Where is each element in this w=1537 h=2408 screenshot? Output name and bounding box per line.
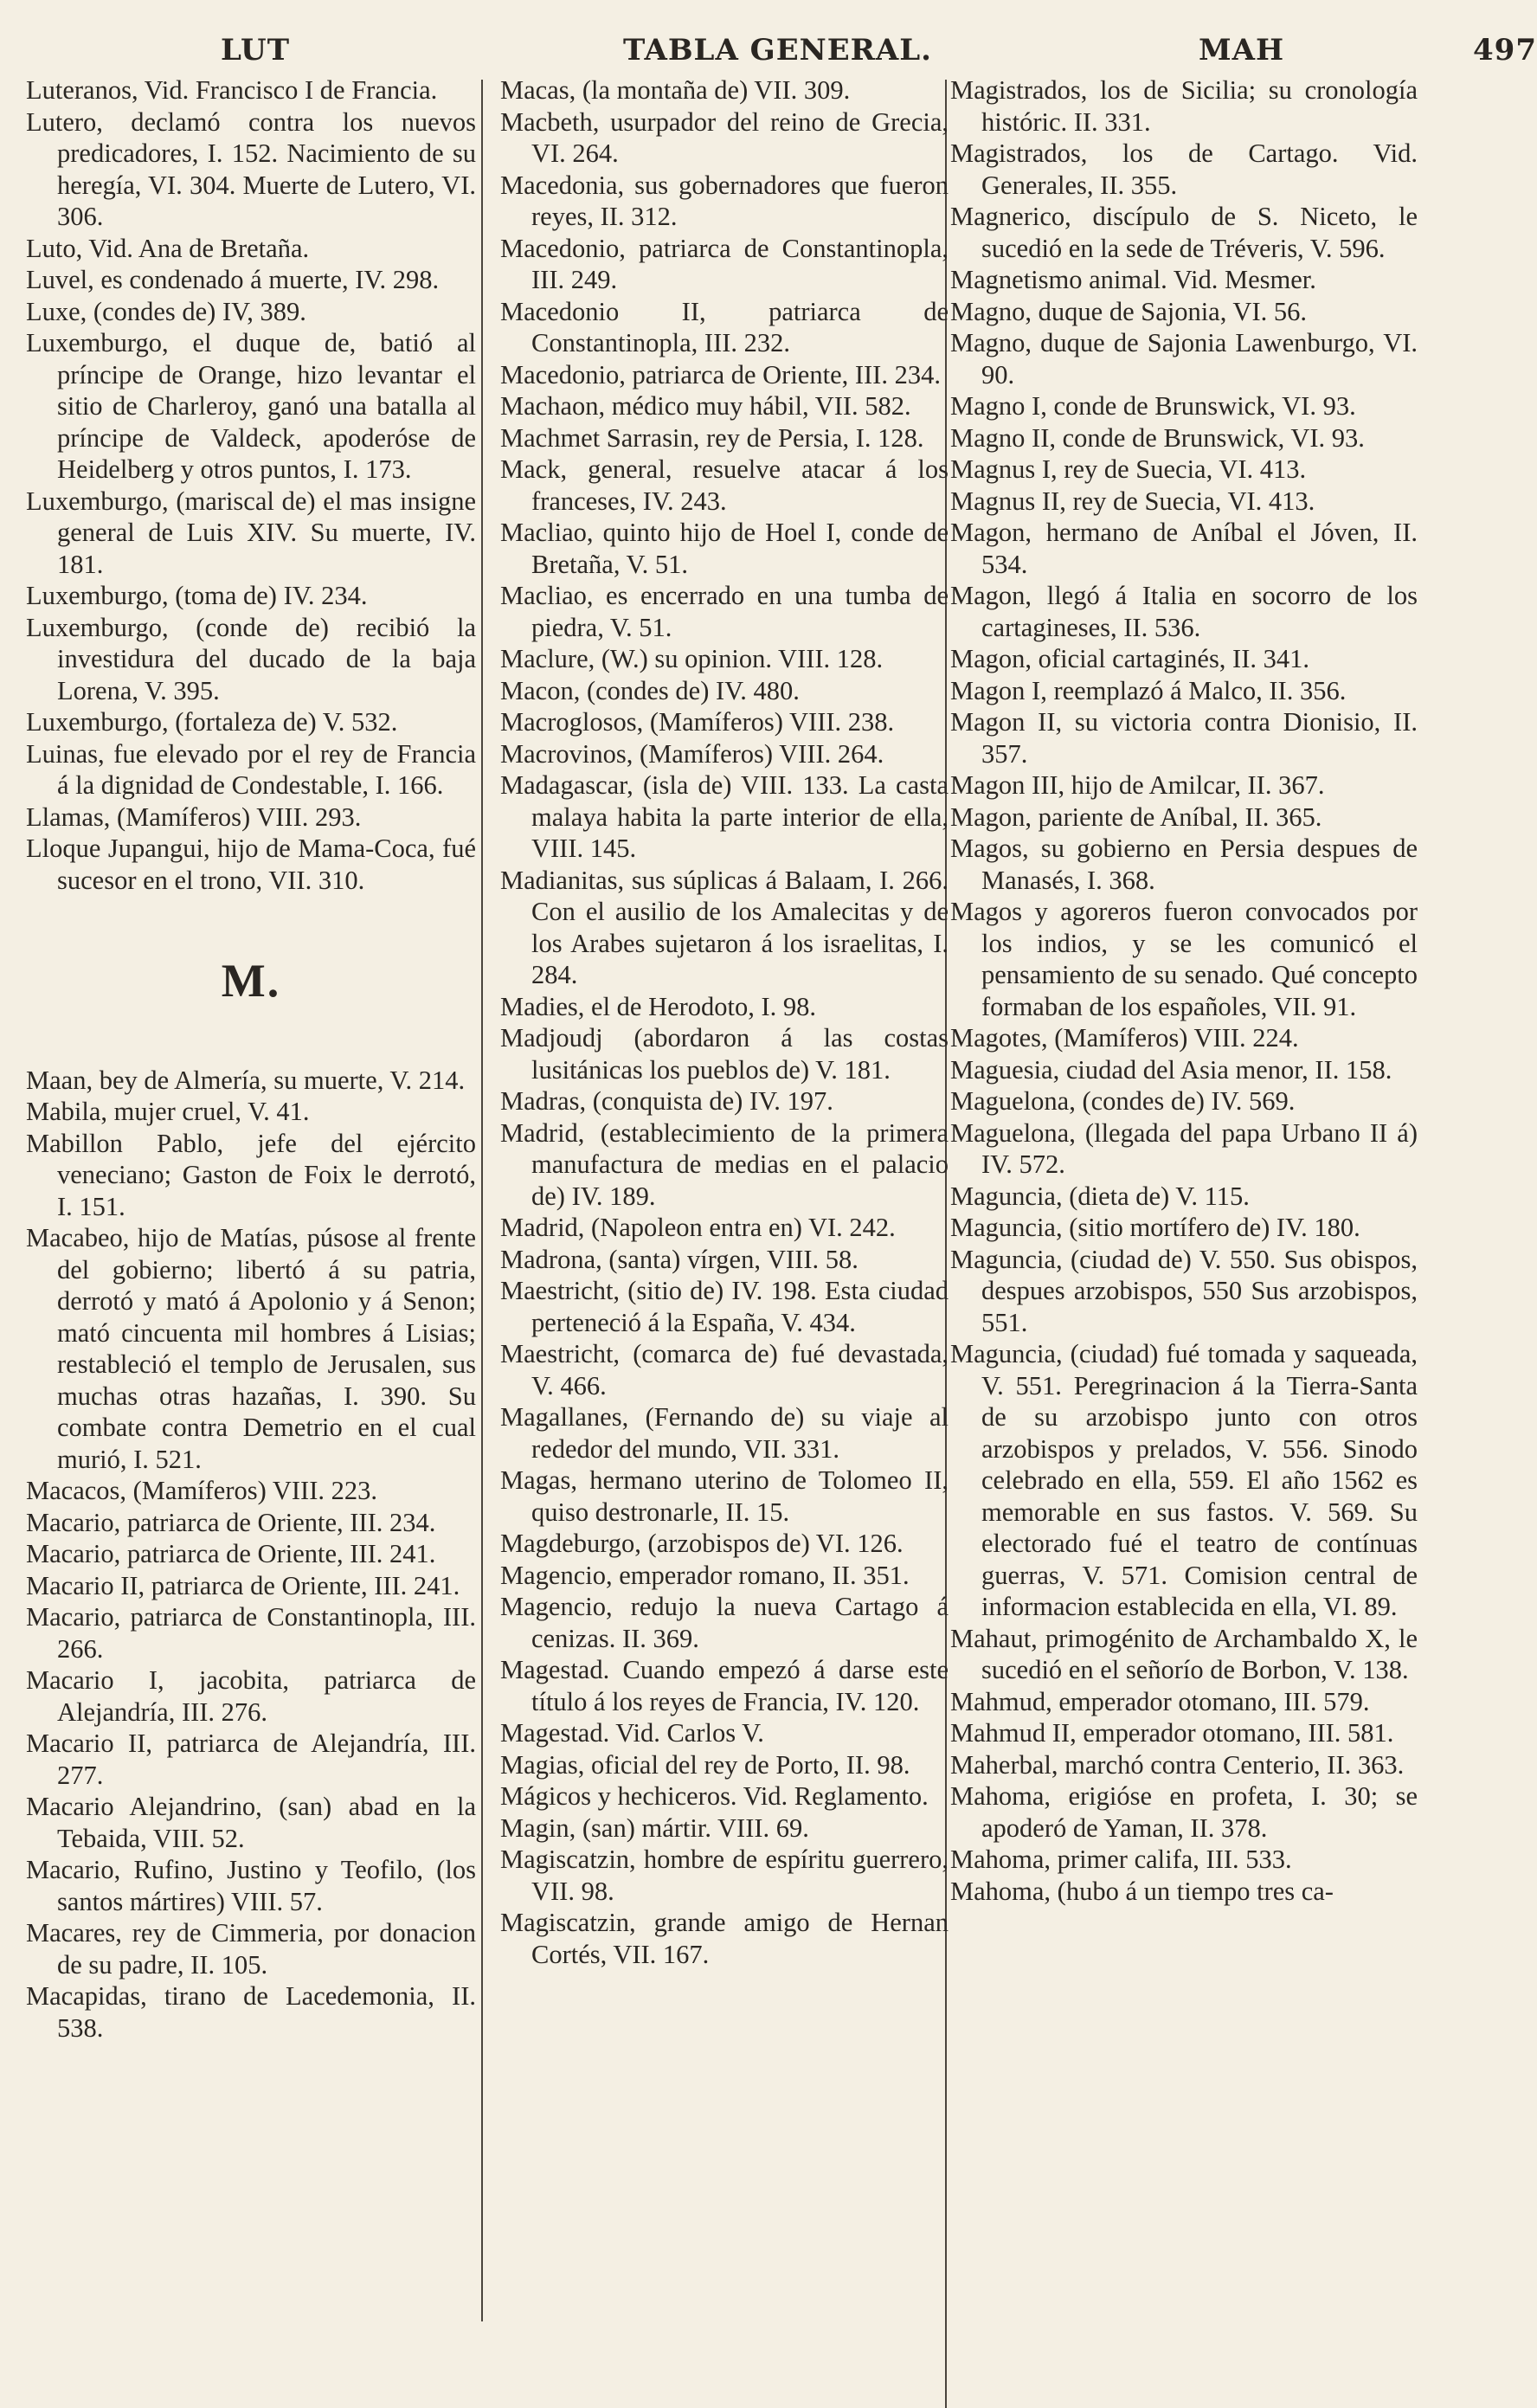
index-entry: Luxemburgo, (toma de) IV. 234.: [26, 581, 368, 610]
index-entry: Magestad. Vid. Carlos V.: [500, 1718, 764, 1748]
index-entry: Magiscatzin, hombre de espíritu guerrero, VII. 98.: [500, 1845, 949, 1906]
index-entry: Macedonio II, patriarca de Constantinopla, III. 232.: [500, 296, 949, 357]
header-title: TABLA GENERAL.: [623, 33, 933, 68]
header-right-catchword: MAH: [1199, 33, 1285, 68]
index-entry: Macario II, patriarca de Alejandría, III. 277.: [26, 1729, 476, 1790]
index-entry: Macbeth, usurpador del reino de Grecia, VI. 264.: [500, 106, 949, 168]
index-entry: Luxe, (condes de) IV, 389.: [26, 296, 306, 326]
index-entry: Maherbal, marchó contra Centerio, II. 363.: [950, 1749, 1405, 1780]
index-entry: Magnetismo animal. Vid. Mesmer.: [950, 265, 1316, 294]
index-column-right: [950, 74, 1418, 1907]
index-entry: Mabila, mujer cruel, V. 41.: [26, 1097, 310, 1126]
section-letter: M.: [221, 955, 281, 1007]
index-entry: Magos y agoreros fueron convocados por los indios, y se les comunicó el pensamiento de su senado. Qué concepto formaban de los españoles, VII. 91.: [950, 897, 1418, 1021]
index-entry: Maan, bey de Almería, su muerte, V. 214.: [26, 1065, 466, 1095]
index-entry: Mahoma, erigióse en profeta, I. 30; se apoderó de Yaman, II. 378.: [950, 1781, 1418, 1843]
index-entry: Magon I, reemplazó á Malco, II. 356.: [950, 675, 1347, 705]
index-entry: Luvel, es condenado á muerte, IV. 298.: [26, 265, 440, 294]
column-divider: [481, 80, 483, 2321]
index-entry: Maguncia, (sitio mortífero de) IV. 180.: [950, 1213, 1360, 1242]
index-entry: Magencio, emperador romano, II. 351.: [500, 1560, 910, 1590]
index-column-left: [26, 74, 476, 2044]
index-entry: Magistrados, los de Cartago. Vid. Generales, II. 355.: [950, 138, 1418, 200]
index-entry: Magno I, conde de Brunswick, VI. 93.: [950, 391, 1356, 421]
index-entry: Magon, pariente de Aníbal, II. 365.: [950, 802, 1322, 832]
index-entry: Madianitas, sus súplicas á Balaam, I. 266. Con el ausilio de los Amalecitas y de los Arabes sujetaron á los israelitas, I. 284.: [500, 865, 949, 989]
index-entry: Magon II, su victoria contra Dionisio, II. 357.: [950, 707, 1418, 769]
index-entry: Magon, hermano de Aníbal el Jóven, II. 534.: [950, 518, 1418, 579]
index-entry: Llamas, (Mamíferos) VIII. 293.: [26, 802, 362, 832]
index-entry: Magiscatzin, grande amigo de Hernan Cortés, VII. 167.: [500, 1908, 949, 1969]
index-entry: Maestricht, (comarca de) fué devastada, V. 466.: [500, 1339, 949, 1400]
index-entry: Magallanes, (Fernando de) su viaje al rededor del mundo, VII. 331.: [500, 1402, 949, 1464]
index-column-middle: [500, 74, 949, 1970]
index-entry: Mahoma, primer califa, III. 533.: [950, 1845, 1292, 1874]
index-entry: Maguesia, ciudad del Asia menor, II. 158.: [950, 1054, 1392, 1085]
index-entry: Machaon, médico muy hábil, VII. 582.: [500, 391, 911, 421]
index-entry: Mahoma, (hubo á un tiempo tres ca-: [950, 1876, 1334, 1906]
index-entry: Macapidas, tirano de Lacedemonia, II. 538.: [26, 1981, 476, 2043]
index-entry: Magotes, (Mamíferos) VIII. 224.: [950, 1023, 1299, 1053]
index-entry: Magno, duque de Sajonia Lawenburgo, VI. 90.: [950, 328, 1418, 390]
index-entry: Magin, (san) mártir. VIII. 69.: [500, 1812, 809, 1843]
index-entry: Maguelona, (llegada del papa Urbano II á) IV. 572.: [950, 1117, 1418, 1179]
index-entry: Macabeo, hijo de Matías, púsose al frente del gobierno; libertó á su patria, derrotó y mató á Apolonio y á Senon; mató cincuenta mil hombres á Lisias; restableció el templo de Jerusalen, sus muchas otras hazañas, I. 390. Su combate contra Demetrio en el cual murió, I. 521.: [26, 1223, 476, 1474]
index-entry: Magno, duque de Sajonia, VI. 56.: [950, 296, 1307, 326]
index-entry: Magno II, conde de Brunswick, VI. 93.: [950, 422, 1365, 453]
index-entry: Maguncia, (ciudad) fué tomada y saqueada, V. 551. Peregrinacion á la Tierra-Santa de su arzobispo junto con otros arzobispos y prelados, V. 556. Sinodo celebrado en ella, 559. El año 1562 es memorable en sus fastos. V. 569. Su electorado fué el teatro de contínuas guerras, V. 571. Comision central de informacion establecida en ella, VI. 89.: [950, 1339, 1418, 1621]
index-entry: Macas, (la montaña de) VII. 309.: [500, 75, 851, 105]
index-entry: Macliao, es encerrado en una tumba de piedra, V. 51.: [500, 581, 949, 642]
index-entry: Magdeburgo, (arzobispos de) VI. 126.: [500, 1529, 904, 1558]
index-entry: Mahmud, emperador otomano, III. 579.: [950, 1686, 1370, 1716]
index-entry: Luxemburgo, (fortaleza de) V. 532.: [26, 707, 398, 737]
index-entry: Magencio, redujo la nueva Cartago á cenizas. II. 369.: [500, 1592, 949, 1653]
index-entry: Maguncia, (ciudad de) V. 550. Sus obispos, despues arzobispos, 550 Sus arzobispos, 551.: [950, 1244, 1418, 1337]
index-entry: Maguelona, (condes de) IV. 569.: [950, 1086, 1296, 1116]
index-entry: Magon III, hijo de Amilcar, II. 367.: [950, 770, 1325, 800]
index-entry: Macario I, jacobita, patriarca de Alejandría, III. 276.: [26, 1665, 476, 1727]
index-entry: Mack, general, resuelve atacar á los franceses, IV. 243.: [500, 454, 949, 516]
index-entry: Luxemburgo, (mariscal de) el mas insigne general de Luis XIV. Su muerte, IV. 181.: [26, 486, 476, 579]
index-entry: Magestad. Cuando empezó á darse este título á los reyes de Francia, IV. 120.: [500, 1655, 949, 1716]
index-entry: Madras, (conquista de) IV. 197.: [500, 1086, 833, 1116]
index-entry: Magon, oficial cartaginés, II. 341.: [950, 644, 1309, 673]
index-entry: Luxemburgo, (conde de) recibió la investidura del ducado de la baja Lorena, V. 395.: [26, 612, 476, 705]
index-entry: Machmet Sarrasin, rey de Persia, I. 128.: [500, 422, 924, 453]
index-entry: Mahaut, primogénito de Archambaldo X, le sucedió en el señorío de Borbon, V. 138.: [950, 1623, 1418, 1684]
index-entry: Madagascar, (isla de) VIII. 133. La casta malaya habita la parte interior de ella, VIII. 145.: [500, 770, 949, 863]
index-entry: Macedonia, sus gobernadores que fueron reyes, II. 312.: [500, 170, 949, 231]
index-entry: Lloque Jupangui, hijo de Mama-Coca, fué sucesor en el trono, VII. 310.: [26, 834, 476, 895]
index-entry: Macacos, (Mamíferos) VIII. 223.: [26, 1476, 377, 1505]
index-entry: Macario, patriarca de Oriente, III. 241.: [26, 1539, 436, 1568]
index-entry: Mabillon Pablo, jefe del ejército veneciano; Gaston de Foix le derrotó, I. 151.: [26, 1128, 476, 1221]
index-entry: Magias, oficial del rey de Porto, II. 98.: [500, 1749, 910, 1780]
index-entry: Mahmud II, emperador otomano, III. 581.: [950, 1718, 1394, 1748]
index-entry: Macon, (condes de) IV. 480.: [500, 675, 800, 705]
index-entry: Magos, su gobierno en Persia despues de Manasés, I. 368.: [950, 834, 1418, 895]
index-entry: Macario II, patriarca de Oriente, III. 241.: [26, 1570, 460, 1600]
index-entry: Lutero, declamó contra los nuevos predicadores, I. 152. Nacimiento de su heregía, VI. 304. Muerte de Lutero, VI. 306.: [26, 106, 476, 231]
index-entry: Magnerico, discípulo de S. Niceto, le sucedió en la sede de Tréveris, V. 596.: [950, 202, 1418, 263]
index-entry: Macedonio, patriarca de Constantinopla, III. 249.: [500, 233, 949, 294]
index-entry: Madies, el de Herodoto, I. 98.: [500, 991, 817, 1021]
index-entry: Macrovinos, (Mamíferos) VIII. 264.: [500, 738, 884, 769]
index-entry: Magistrados, los de Sicilia; su cronología históric. II. 331.: [950, 75, 1418, 137]
index-entry: Magas, hermano uterino de Tolomeo II, quiso destronarle, II. 15.: [500, 1465, 949, 1527]
header-left-catchword: LUT: [221, 33, 290, 68]
index-entry: Macedonio, patriarca de Oriente, III. 234.: [500, 359, 941, 390]
index-entry: Madrid, (Napoleon entra en) VI. 242.: [500, 1213, 896, 1242]
index-entry: Macario, Rufino, Justino y Teofilo, (los santos mártires) VIII. 57.: [26, 1855, 476, 1916]
index-entry: Macario, patriarca de Oriente, III. 234.: [26, 1507, 436, 1537]
index-entry: Magon, llegó á Italia en socorro de los cartagineses, II. 536.: [950, 581, 1418, 642]
index-entry: Magnus I, rey de Suecia, VI. 413.: [950, 454, 1307, 484]
index-entry: Luinas, fue elevado por el rey de Francia á la dignidad de Condestable, I. 166.: [26, 738, 476, 800]
index-entry: Macares, rey de Cimmeria, por donacion de su padre, II. 105.: [26, 1918, 476, 1980]
index-entry: Madrid, (establecimiento de la primera manufactura de medias en el palacio de) IV. 189.: [500, 1117, 949, 1211]
page-header: [26, 33, 1537, 76]
index-entry: Macliao, quinto hijo de Hoel I, conde de Bretaña, V. 51.: [500, 518, 949, 579]
index-entry: Macroglosos, (Mamíferos) VIII. 238.: [500, 707, 895, 737]
index-entry: Mágicos y hechiceros. Vid. Reglamento.: [500, 1781, 929, 1811]
index-entry: Maclure, (W.) su opinion. VIII. 128.: [500, 644, 884, 673]
index-entry: Maestricht, (sitio de) IV. 198. Esta ciudad perteneció á la España, V. 434.: [500, 1276, 949, 1337]
index-entry: Macario Alejandrino, (san) abad en la Tebaida, VIII. 52.: [26, 1792, 476, 1853]
index-entry: Madrona, (santa) vírgen, VIII. 58.: [500, 1244, 859, 1274]
index-entry: Luteranos, Vid. Francisco I de Francia.: [26, 75, 438, 105]
index-entry: Luxemburgo, el duque de, batió al príncipe de Orange, hizo levantar el sitio de Charleroy, ganó una batalla al príncipe de Valdeck, apoderóse de Heidelberg y otros puntos, I. 173.: [26, 328, 476, 484]
index-entry: Maguncia, (dieta de) V. 115.: [950, 1181, 1250, 1211]
page-number: 497: [1473, 33, 1537, 68]
index-entry: Macario, patriarca de Constantinopla, III. 266.: [26, 1602, 476, 1664]
index-entry: Magnus II, rey de Suecia, VI. 413.: [950, 486, 1315, 516]
index-entry: Luto, Vid. Ana de Bretaña.: [26, 233, 310, 263]
index-entry: Madjoudj (abordaron á las costas lusitánicas los pueblos de) V. 181.: [500, 1023, 949, 1085]
